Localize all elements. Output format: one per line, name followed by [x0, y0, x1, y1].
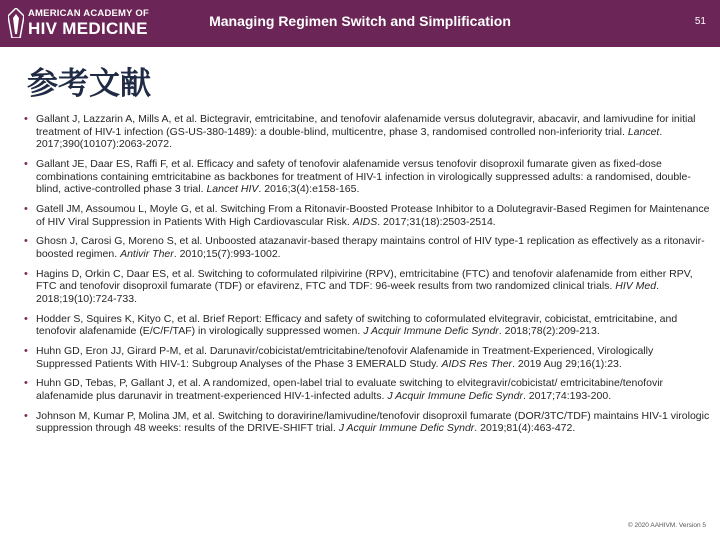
logo-text-line2: HIV MEDICINE: [28, 19, 148, 38]
reference-citation: . 2019 Aug 29;16(1):23.: [512, 357, 622, 370]
header-title: Managing Regimen Switch and Simplification: [209, 13, 511, 29]
reference-text: Gallant J, Lazzarin A, Mills A, et al. Bictegravir, emtricitabine, and tenofovir alafenamide versus dolutegravir, abacavir, and lamivudine for initial treatment of HIV-1 infection (GS-US-380-1489): a double-blind, multicentre, phase 3, randomised controlled non-inferiority trial.: [36, 113, 696, 138]
reference-item: [22, 377, 712, 402]
reference-citation: . 2010;15(7):993-1002.: [173, 247, 281, 260]
reference-item: [22, 113, 712, 151]
page-number: 51: [694, 16, 706, 27]
bullet-icon: •: [24, 267, 28, 280]
reference-text: Johnson M, Kumar P, Molina JM, et al. Switching to doravirine/lamivudine/tenofovir disoproxil fumarate (DOR/3TC/TDF) maintains HIV-1 virologic suppression through 48 weeks: results of the DRIVE-SHIFT trial.: [36, 409, 710, 435]
reference-journal: J Acquir Immune Defic Syndr: [363, 325, 499, 338]
bullet-icon: •: [24, 312, 28, 325]
bullet-icon: •: [24, 157, 28, 170]
reference-list: [22, 113, 712, 442]
reference-item: [22, 268, 712, 306]
reference-text: Gallant JE, Daar ES, Raffi F, et al. Efficacy and safety of tenofovir alafenamide versus tenofovir disoproxil fumarate given as fixed-dose combinations containing emtricitabine as backbones for treatment of HIV-1 infection in virologically suppressed adults: a randomised, double-blind, active-controlled phase 3 trial.: [36, 157, 691, 196]
reference-journal: HIV Med: [615, 280, 657, 293]
bullet-icon: •: [24, 235, 28, 248]
reference-journal: AIDS Res Ther: [441, 357, 513, 370]
reference-citation: . 2018;19(10):724-733.: [36, 280, 660, 305]
reference-text: Huhn GD, Tebas, P, Gallant J, et al. A randomized, open-label trial to evaluate switching to elvitegravir/cobicistat/ emtricitabine/tenofovir alafenamide plus darunavir in treatment-experienced HIV-1-infected adults.: [36, 377, 664, 402]
reference-journal: AIDS: [352, 215, 378, 228]
logo-text-line1: AMERICAN ACADEMY OF: [28, 8, 149, 19]
bullet-icon: •: [24, 202, 28, 215]
reference-citation: . 2017;390(10107):2063-2072.: [36, 125, 663, 151]
reference-citation: . 2017;74:193-200.: [522, 390, 612, 402]
reference-text: Huhn GD, Eron JJ, Girard P-M, et al. Darunavir/cobicistat/emtricitabine/tenofovir Alafenamide in Treatment-Experienced, Virologically Suppressed Patients With HIV-1: Subgroup Analyses of the Phase 3 EMERALD Study.: [36, 345, 654, 370]
reference-item: [22, 235, 712, 260]
bullet-icon: •: [24, 345, 28, 358]
reference-journal: Lancet: [627, 125, 660, 138]
reference-citation: . 2017;31(18):2503-2514.: [377, 215, 496, 228]
reference-journal: J Acquir Immune Defic Syndr: [387, 390, 523, 402]
slide-header: [0, 0, 720, 47]
reference-text: Hagins D, Orkin C, Daar ES, et al. Switching to coformulated rilpivirine (RPV), emtricitabine (FTC) and tenofovir alafenamide from either RPV, FTC and tenofovir disoproxil fumarate (TDF) or efavirenz, FTC and TDF: 96-week results from two randomized clinical trials.: [36, 267, 693, 293]
bullet-icon: •: [24, 113, 28, 125]
bullet-icon: •: [24, 409, 28, 422]
reference-text: Ghosn J, Carosi G, Moreno S, et al. Unboosted atazanavir-based therapy maintains control of HIV type-1 replication as effectively as a ritonavir-boosted regimen.: [36, 235, 705, 260]
reference-item: [22, 313, 712, 338]
reference-item: [22, 345, 712, 370]
reference-item: [22, 158, 712, 196]
reference-journal: Lancet HIV: [206, 183, 259, 196]
reference-text: Hodder S, Squires K, Kityo C, et al. Brief Report: Efficacy and safety of switching to coformulated elvitegravir, cobicistat, emtricitabine, and tenofovir alafenamide (E/C/F/TAF) in virologically suppressed women.: [36, 312, 678, 338]
page-title: 参考文献: [27, 66, 151, 102]
reference-text: Gatell JM, Assoumou L, Moyle G, et al. Switching From a Ritonavir-Boosted Protease Inhibitor to a Dolutegravir-Based Regimen for Maintenance of HIV Viral Suppression in Patients With High Cardiovascular Risk.: [36, 202, 710, 228]
reference-journal: J Acquir Immune Defic Syndr: [338, 422, 475, 435]
reference-item: [22, 203, 712, 228]
reference-item: [22, 410, 712, 435]
reference-citation: . 2018;78(2):209-213.: [498, 325, 600, 338]
reference-citation: . 2016;3(4):e158-165.: [258, 183, 360, 196]
reference-citation: . 2019;81(4):463-472.: [474, 422, 576, 435]
reference-journal: Antivir Ther: [120, 247, 174, 260]
copyright-footer: © 2020 AAHIVM. Version 5: [627, 522, 706, 529]
bullet-icon: •: [24, 377, 28, 390]
